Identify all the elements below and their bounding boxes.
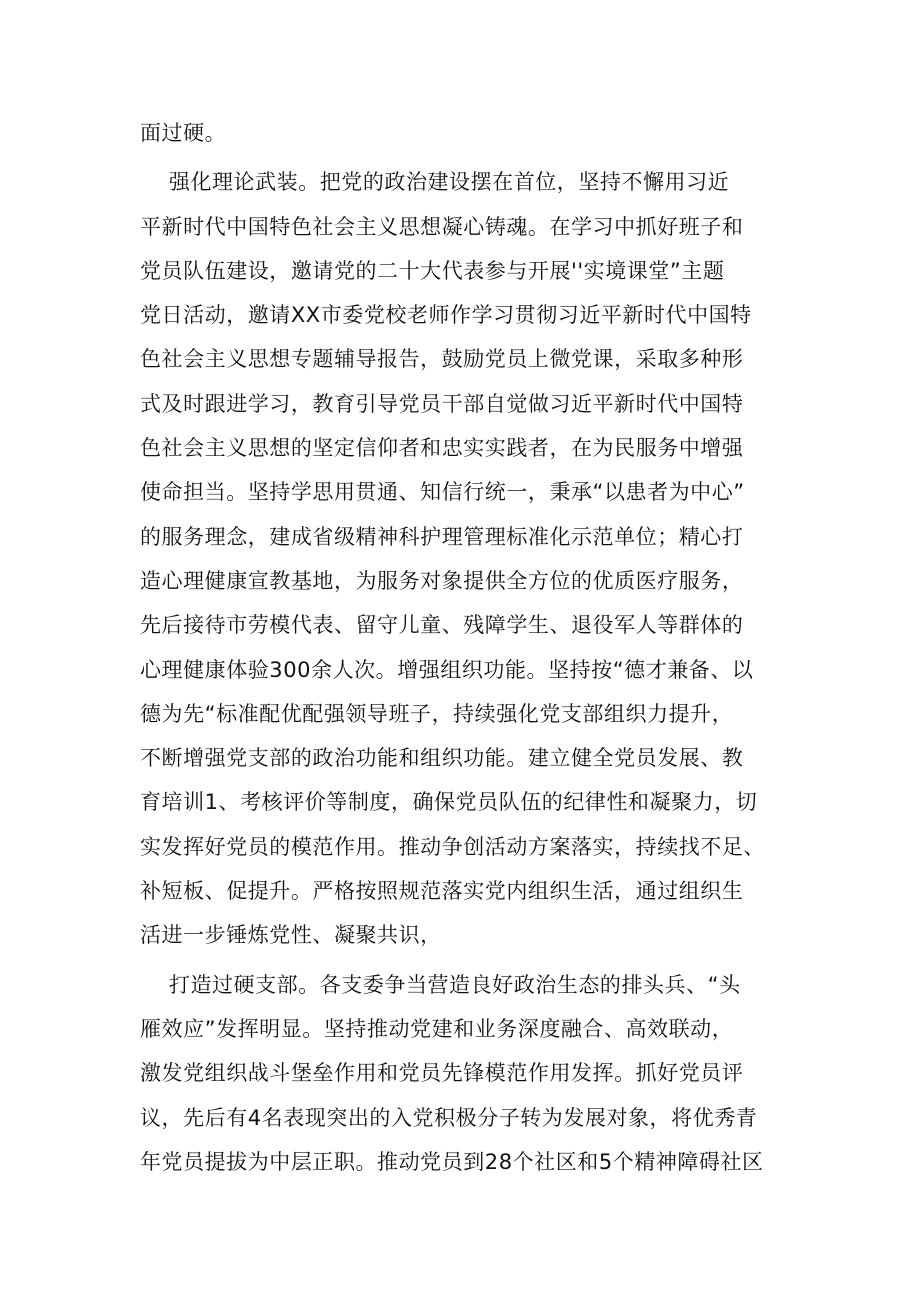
text-line: 使命担当。坚持学思用贯通、知信行统一，秉承“以患者为中心”	[140, 480, 745, 505]
text-line: 强化理论武装。把党的政治建设摆在首位，坚持不懈用习近	[140, 170, 730, 195]
text-line: 党日活动，邀请XX市委党校老师作学习贯彻习近平新时代中国特	[140, 303, 752, 328]
text-line: 心理健康体验300余人次。增强组织功能。坚持按“德才兼备、以	[140, 657, 754, 682]
text-line: 育培训1、考核评价等制度，确保党员队伍的纪律性和凝聚力，切	[140, 790, 758, 815]
text-line: 的服务理念，建成省级精神科护理管理标准化示范单位；精心打	[140, 524, 744, 549]
body-text	[140, 111, 800, 1184]
text-line: 色社会主义思想的坚定信仰者和忠实实践者，在为民服务中增强	[140, 436, 744, 461]
text-line: 德为先“标准配优配强领导班子，持续强化党支部组织力提升，	[140, 701, 734, 726]
text-line: 年党员提拔为中层正职。推动党员到28个社区和5个精神障碍社区	[140, 1149, 764, 1174]
text-line: 实发挥好党员的模范作用。推动争创活动方案落实，持续找不足、	[140, 834, 765, 859]
text-line: 补短板、促提升。严格按照规范落实党内组织生活，通过组织生	[140, 879, 744, 904]
text-line: 色社会主义思想专题辅导报告，鼓励党员上微党课，采取多种形	[140, 347, 744, 372]
text-line: 平新时代中国特色社会主义思想凝心铸魂。在学习中抓好班子和	[140, 214, 744, 239]
text-line: 党员队伍建设，邀请党的二十大代表参与开展''实境课堂”主题	[140, 258, 725, 283]
text-line: 活进一步锤炼党性、凝聚共识，	[140, 923, 442, 948]
text-line: 面过硬。	[140, 121, 227, 145]
text-line: 议，先后有4名表现突出的入党积极分子转为发展对象，将优秀青	[140, 1105, 758, 1130]
text-line: 雁效应”发挥明显。坚持推动党建和业务深度融合、高效联动，	[140, 1016, 734, 1041]
text-line: 不断增强党支部的政治功能和组织功能。建立健全党员发展、教	[140, 746, 744, 771]
text-line: 打造过硬支部。各支委争当营造良好政治生态的排头兵、“头	[140, 972, 741, 997]
text-line: 造心理健康宣教基地，为服务对象提供全方位的优质医疗服务，	[140, 568, 744, 593]
text-line: 激发党组织战斗堡垒作用和党员先锋模范作用发挥。抓好党员评	[140, 1061, 744, 1086]
text-line: 先后接待市劳模代表、留守儿童、残障学生、退役军人等群体的	[140, 613, 744, 638]
text-line: 式及时跟进学习，教育引导党员干部自觉做习近平新时代中国特	[140, 391, 744, 416]
